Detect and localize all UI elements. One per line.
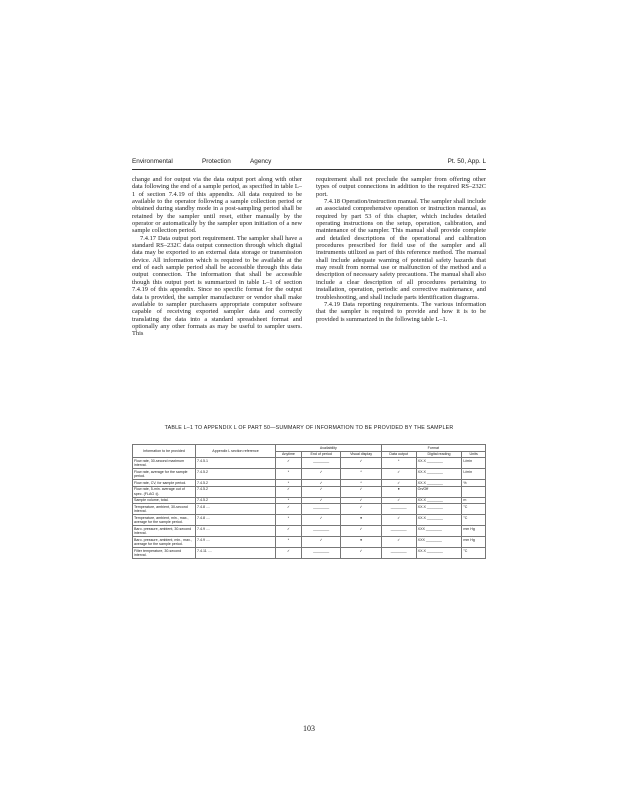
paragraph: requirement shall not preclude the sampler from offering other types of output connections in addition to the required RS–232C port. xyxy=(316,176,486,198)
right-column xyxy=(316,176,486,323)
cell-anytime: ✓ xyxy=(276,486,302,497)
cell-section-ref: 7.4.11 .... xyxy=(196,548,276,559)
cell-section-ref: 7.4.8 .... xyxy=(196,504,276,515)
header-visual: Visual display xyxy=(341,451,381,458)
cell-anytime: * xyxy=(276,537,302,548)
table-row xyxy=(133,504,486,515)
cell-data-output: ________ xyxy=(381,526,416,537)
cell-visual-display: ✓ xyxy=(341,526,381,537)
cell-digital-reading: XX.X ________ xyxy=(416,458,462,469)
cell-section-ref: 7.4.5.2 xyxy=(196,486,276,497)
cell-info: Flow rate, average for the sample period. xyxy=(133,469,196,480)
cell-units: °C xyxy=(462,515,486,526)
cell-digital-reading: XX.X ________ xyxy=(416,469,462,480)
cell-data-output: ✓ xyxy=(381,515,416,526)
cell-digital-reading: XX.X ________ xyxy=(416,515,462,526)
header-units: Units xyxy=(462,451,486,458)
cell-digital-reading: XXX ________ xyxy=(416,537,462,548)
cell-section-ref: 7.4.5.1 xyxy=(196,458,276,469)
header-agency-center: Protection xyxy=(202,158,231,165)
cell-anytime: ✓ xyxy=(276,548,302,559)
cell-data-output: ● xyxy=(381,486,416,497)
cell-digital-reading: XX.X ________ xyxy=(416,497,462,504)
cell-data-output: ________ xyxy=(381,504,416,515)
cell-end-period: ✓ xyxy=(301,480,340,487)
cell-units xyxy=(462,486,486,497)
cell-units: L/min xyxy=(462,469,486,480)
cell-section-ref: 7.4.5.2 xyxy=(196,497,276,504)
cell-units: L/min xyxy=(462,458,486,469)
cell-end-period: ✓ xyxy=(301,497,340,504)
cell-units: m xyxy=(462,497,486,504)
cell-anytime: * xyxy=(276,497,302,504)
header-format: Format xyxy=(381,445,485,452)
header-section: Appendix L section reference xyxy=(196,445,276,458)
cell-units: °C xyxy=(462,548,486,559)
cell-info: Flow rate, 5-min. average out of spec. (FLAG ‡). xyxy=(133,486,196,497)
table-row xyxy=(133,548,486,559)
header-data-output: Data output xyxy=(381,451,416,458)
table-row xyxy=(133,497,486,504)
header-digital: Digital reading xyxy=(416,451,462,458)
cell-end-period: ________ xyxy=(301,548,340,559)
header-info: Information to be provided xyxy=(133,445,196,458)
cell-info: Sample volume, total. xyxy=(133,497,196,504)
table-caption: TABLE L–1 TO APPENDIX L OF PART 50—SUMMARY OF INFORMATION TO BE PROVIDED BY THE SAMPLER xyxy=(164,425,454,431)
cell-digital-reading: XXX ________ xyxy=(416,526,462,537)
table-row xyxy=(133,486,486,497)
cell-data-output: ✓ xyxy=(381,537,416,548)
paragraph: change and for output via the data output port along with other data following the end of a sample period, as specified in table L–1 of section 7.4.19 of this appendix. All data required to be available to the operator following a sample collection period or obtained during standby mode in a post-sampling period shall be retained by the sampler until reset, either manually by the operator or automatically by the sampler upon initiation of a new sample collection period. xyxy=(132,176,302,235)
table-row xyxy=(133,515,486,526)
cell-data-output: ✓ xyxy=(381,480,416,487)
cell-end-period: ________ xyxy=(301,458,340,469)
cell-info: Flow rate, 30-second maximum interval. xyxy=(133,458,196,469)
cell-visual-display: * xyxy=(341,480,381,487)
cell-visual-display: ✓ xyxy=(341,504,381,515)
cell-info: Baro. pressure, ambient, 30-second interval. xyxy=(133,526,196,537)
cell-digital-reading: XX.X ________ xyxy=(416,504,462,515)
cell-data-output: ✓ xyxy=(381,469,416,480)
cell-units: mm Hg xyxy=(462,537,486,548)
cell-visual-display: ✓ xyxy=(341,486,381,497)
cell-section-ref: 7.4.8 .... xyxy=(196,515,276,526)
table-row xyxy=(133,526,486,537)
cell-visual-display: ✓ xyxy=(341,458,381,469)
cell-units: °C xyxy=(462,504,486,515)
cell-section-ref: 7.4.9 .... xyxy=(196,526,276,537)
table-row xyxy=(133,480,486,487)
cell-end-period: ________ xyxy=(301,504,340,515)
cell-visual-display: * xyxy=(341,469,381,480)
table-row xyxy=(133,537,486,548)
cell-section-ref: 7.4.5.2 xyxy=(196,480,276,487)
cell-info: Filter temperature, 30-second interval. xyxy=(133,548,196,559)
paragraph: 7.4.18 Operation/instruction manual. The sampler shall include an associated comprehensive operation or instruction manual, as required by part 53 of this chapter, which includes detailed operating instructions on the setup, operation, calibration, and maintenance of the sampler. This manual shall provide complete and detailed descriptions of the operational and calibration procedures prescribed for field use of the sampler and all instruments utilized as part of this reference method. The manual shall include adequate warning of potential safety hazards that may result from normal use or malfunction of the method and a description of necessary safety precautions. The manual shall also include a clear description of all procedures pertaining to installation, operation, periodic and corrective maintenance, and troubleshooting, and shall include parts identification diagrams. xyxy=(316,198,486,301)
cell-data-output: * xyxy=(381,458,416,469)
cell-section-ref: 7.4.9 .... xyxy=(196,537,276,548)
cell-end-period: ✓ xyxy=(301,515,340,526)
cell-anytime: ✓ xyxy=(276,504,302,515)
header-agency-left: Environmental xyxy=(132,158,173,165)
cell-end-period: ________ xyxy=(301,526,340,537)
cell-info: Temperature, ambient, min., max., average for the sample period. xyxy=(133,515,196,526)
cell-units: mm Hg xyxy=(462,526,486,537)
cell-visual-display: ✓ xyxy=(341,548,381,559)
header-rule xyxy=(132,169,486,170)
header-availability: Availability xyxy=(276,445,382,452)
table-row xyxy=(133,458,486,469)
header-agency-center2: Agency xyxy=(250,158,272,165)
page-number: 103 xyxy=(303,724,315,733)
summary-table xyxy=(132,444,486,559)
cell-visual-display: ✓ xyxy=(341,497,381,504)
cell-end-period: ✓ xyxy=(301,537,340,548)
cell-anytime: * xyxy=(276,515,302,526)
paragraph: 7.4.17 Data output port requirement. The sampler shall have a standard RS–232C data output connection through which digital data may be exported to an external data storage or transmission device. All information which is required to be available at the end of each sample period shall be accessible through this data output connection. The information that shall be accessible though this output port is summarized in table L–1 of section 7.4.19 of this appendix. Since no specific format for the output data is provided, the sampler manufacturer or vendor shall make available to sampler purchasers appropriate computer software capable of receiving exported sampler data and correctly translating the data into a standard spreadsheet format and optionally any other formats as may be useful to sampler users. This xyxy=(132,234,302,338)
cell-units: % xyxy=(462,480,486,487)
cell-visual-display: ● xyxy=(341,537,381,548)
cell-data-output: ✓ xyxy=(381,497,416,504)
table-row xyxy=(133,469,486,480)
header-part-reference: Pt. 50, App. L xyxy=(447,158,486,165)
cell-end-period: ✓ xyxy=(301,469,340,480)
cell-anytime: * xyxy=(276,469,302,480)
cell-anytime: ✓ xyxy=(276,458,302,469)
cell-anytime: ✓ xyxy=(276,526,302,537)
cell-section-ref: 7.4.5.2 xyxy=(196,469,276,480)
header-end-period: End of period xyxy=(301,451,340,458)
left-column xyxy=(132,176,302,338)
cell-digital-reading: XX.X ________ xyxy=(416,480,462,487)
cell-visual-display: ● xyxy=(341,515,381,526)
cell-anytime: * xyxy=(276,480,302,487)
cell-data-output: ________ xyxy=(381,548,416,559)
cell-digital-reading: On/Off xyxy=(416,486,462,497)
cell-info: Temperature, ambient, 30-second interval. xyxy=(133,504,196,515)
cell-info: Baro. pressure, ambient, min., max., average for the sample period. xyxy=(133,537,196,548)
header-anytime: Anytime xyxy=(276,451,302,458)
cell-digital-reading: XX.X ________ xyxy=(416,548,462,559)
cell-end-period: ✓ xyxy=(301,486,340,497)
cell-info: Flow rate, CV, for sample period. xyxy=(133,480,196,487)
paragraph: 7.4.19 Data reporting requirements. The various information that the sampler is required to provide and how it is to be provided is summarized in the following table L–1. xyxy=(316,300,486,323)
